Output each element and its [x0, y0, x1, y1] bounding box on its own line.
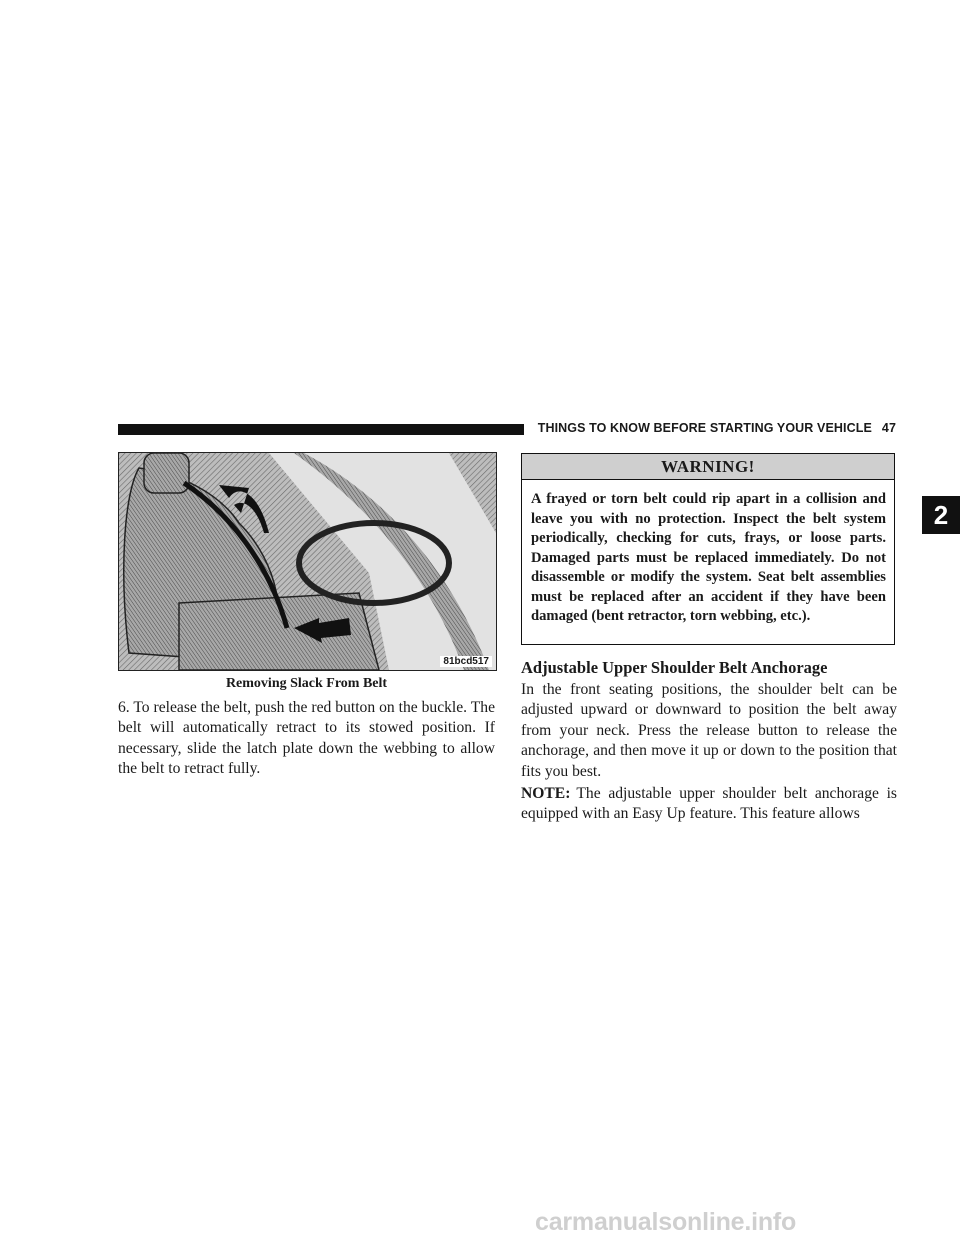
header-rule	[118, 424, 524, 435]
anchorage-paragraph: In the front seating positions, the shoulder belt can be adjusted upward or downward to position the belt away from your neck. Press the release button to release the anchorage, and then move it up or down to the position that fits you best.	[521, 681, 897, 780]
figure-caption: Removing Slack From Belt	[225, 676, 388, 691]
figure-code: 81bcd517	[440, 656, 492, 667]
warning-text: A frayed or torn belt could rip apart in a collision and leave you with no protection. Inspect the belt system periodically, checking for cuts, frays, or loose parts. Damaged parts must be replaced immediately. Do not disassemble or modify the system. Seat belt assemblies must be replaced after an accident if they have been damaged (bent retractor, torn webbing, etc.).	[531, 491, 886, 624]
warning-title: WARNING!	[522, 454, 894, 480]
watermark: carmanualsonline.info	[535, 1208, 797, 1236]
note-label: NOTE:	[521, 785, 571, 802]
car-interior-drawing	[119, 453, 496, 670]
chapter-tab: 2	[922, 496, 960, 534]
seat-belt-illustration	[118, 452, 497, 671]
note-paragraph	[521, 784, 897, 825]
header-section-title: THINGS TO KNOW BEFORE STARTING YOUR VEHICLE	[537, 421, 872, 435]
section-heading: Adjustable Upper Shoulder Belt Anchorage	[521, 658, 828, 677]
note-text: The adjustable upper shoulder belt anchorage is equipped with an Easy Up feature. This feature allows	[521, 785, 897, 823]
page-number: 47	[881, 421, 896, 435]
step-6-paragraph: 6. To release the belt, push the red button on the buckle. The belt will automatically retract to its stowed position. If necessary, slide the latch plate down the webbing to allow the belt to retract fully.	[118, 699, 495, 778]
warning-box	[521, 453, 895, 645]
running-header	[536, 421, 896, 439]
